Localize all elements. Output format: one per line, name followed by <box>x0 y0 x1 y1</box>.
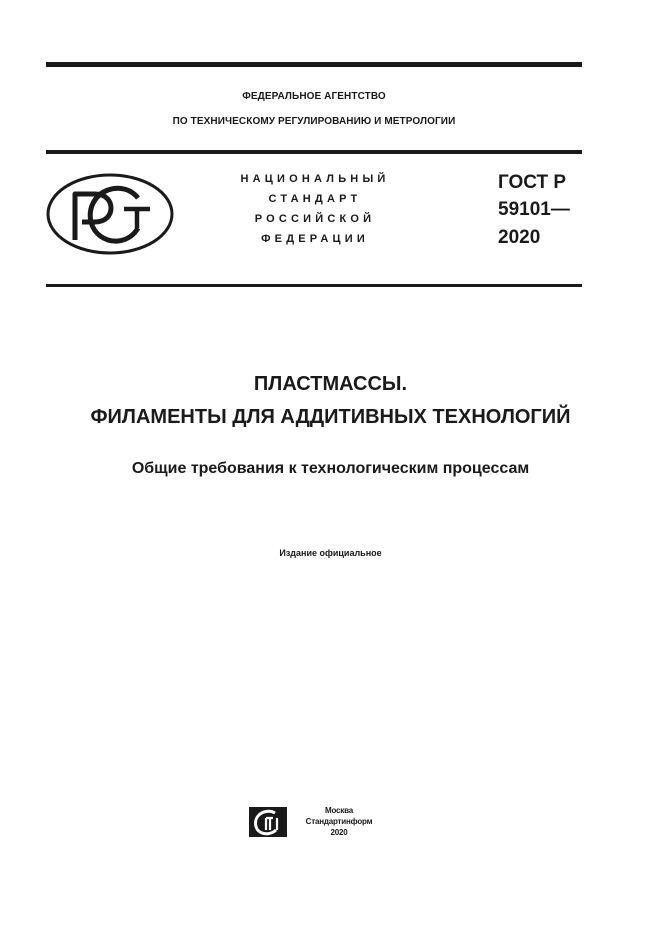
national-standard-line-1: НАЦИОНАЛЬНЫЙ <box>240 173 390 185</box>
publisher-name: Стандартинформ <box>305 817 373 826</box>
publisher-city: Москва <box>325 806 353 815</box>
document-subtitle: Общие требования к технологическим процессам <box>131 460 530 477</box>
national-standard-line-2: СТАНДАРТ <box>268 193 362 205</box>
national-standard-line-3: РОССИЙСКОЙ <box>254 213 376 225</box>
publication-year: 2020 <box>330 828 348 837</box>
agency-name-line-1: ФЕДЕРАЛЬНОЕ АГЕНТСТВО <box>242 91 386 102</box>
national-standard-line-4: ФЕДЕРАЦИИ <box>261 233 369 245</box>
top-rule <box>46 62 582 67</box>
document-title-line-1: ПЛАСТМАССЫ. <box>253 373 408 395</box>
rst-emblem-icon <box>45 172 175 256</box>
standard-designation-line-2: 59101— <box>498 199 570 220</box>
middle-rule <box>46 150 582 154</box>
agency-name-line-2: ПО ТЕХНИЧЕСКОМУ РЕГУЛИРОВАНИЮ И МЕТРОЛОГИИ <box>172 116 456 127</box>
edition-note: Издание официальное <box>279 548 382 558</box>
bottom-rule <box>46 284 582 287</box>
standartinform-emblem-icon <box>248 806 288 838</box>
standard-designation-line-1: ГОСТ Р <box>498 172 567 193</box>
standard-designation-line-3: 2020 <box>498 227 541 248</box>
document-title-line-2: ФИЛАМЕНТЫ ДЛЯ АДДИТИВНЫХ ТЕХНОЛОГИЙ <box>90 406 571 428</box>
